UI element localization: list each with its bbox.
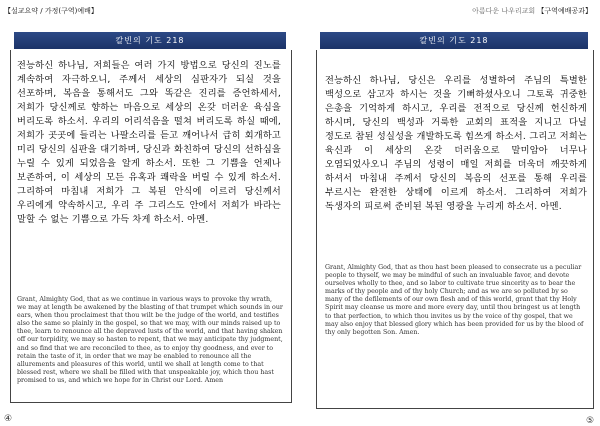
left-page-number: ④	[4, 414, 13, 424]
right-page	[300, 0, 600, 424]
right-english-prayer: Grant, Almighty God, that as thou hast been pleased to consecrate us a peculiar people to thyself, we may be mindful of such an invaluable favor, and devote ourselves wholly to thee, and so labor to cultivate true sincerity as to bear the marks of thy people and of thy holy Church; and as we are so polluted by so many of the defilements of our own flesh and of this world, grant that thy Holy Spirit may cleanse us more and more every day, until thou bringest us at length to that perfection, to which thou invites us by the voice of thy gospel, that we may also enjoy that blessed glory which has been provided for us by the blood of thy only begotten Son. Amen.	[325, 264, 584, 336]
left-header-text: 【설교요약 / 가정(구역)예배】	[4, 7, 98, 15]
right-korean-prayer: 전능하신 하나님, 당신은 우리를 성별하여 주님의 특별한 백성으로 삼고자 하시는 것을 기뻐하셨사오니 그토록 귀중한 은총을 기억하게 하시고, 우리를 전적으로 당신께 헌신하게 하시며, 당신의 백성과 거룩한 교회의 표적을 지니고 다닐 정도로 참된 성실성을 개발하도록 힘쓰게 하소서. 그리고 저희는 육신과 이 세상의 온갖 더러움으로 말미암아 너무나 오염되었사오니 주님의 성령이 매일 저희를 더욱더 깨끗하게 하셔서 마침내 주께서 당신의 복음의 선포를 통해 우리를 부르시는 완전한 상태에 이르게 하소서. 그리하여 저희가 독생자의 피로써 준비된 복된 영광을 누리게 하소서. 아멘.	[325, 75, 587, 212]
left-title-bar: 칼빈의 기도 218	[14, 32, 286, 49]
left-english-prayer: Grant, Almighty God, that as we continue in various ways to provoke thy wrath, we may at length be awakened by the blasting of that trumpet which sounds in our ears, when thou proclaimest that thou wilt be the judge of the world, and testifies also the same so plainly in the gospel, so that we may, with our minds raised up to thee, learn to renounce all the depraved lusts of the world, and that having shaken off our torpidity, we may so hasten to repent, that we may anticipate thy judgment, and so find that we are reconciled to thee, as to enjoy thy goodness, and ever to retain the taste of it, in order that we may be enabled to renounce all the allurements and pleasures of this world, until we shall at length come to that blessed rest, where we shall be filled with that unspeakable joy, which thou hast promised to us, and which we hope for in Christ our Lord. Amen	[17, 296, 283, 384]
right-header	[472, 6, 592, 16]
right-header-text: 【구역예배공과】	[537, 7, 592, 15]
left-korean-prayer: 전능하신 하나님, 저희들은 여러 가지 방법으로 당신의 진노를 계속하여 자극하오니, 주께서 세상의 심판자가 되실 것을 선포하며, 복음을 통해서도 그와 똑같은 진리를 증언하세서, 저희가 당신께로 향하는 마음으로 세상의 온갖 더러운 육심을 버리도록 하소서. 우리의 어리석음을 떨쳐 버리도록 하실 때에, 저희가 곳곳에 들리는 나팔소리를 듣고 깨어나서 급히 회개하고 미리 당신의 심판을 대기하며, 당신과 화친하여 당신의 선하심을 누릴 수 있게 되었음을 알게 하소서. 또한 그 기쁨을 언제나 보존하여, 이 세상의 모든 유혹과 쾌락을 버릴 수 있게 하소서. 그리하여 마침내 저희가 그 복된 안식에 이르러 당신께서 우리에게 약속하시고, 우리 주 그리스도 안에서 저희가 바라는 말할 수 없는 기쁨으로 가득 차게 하소서. 아멘.	[17, 60, 281, 225]
left-page	[0, 0, 300, 424]
right-title-bar: 칼빈의 기도 218	[320, 32, 588, 49]
right-header-church: 아름다운 나우리교회	[472, 7, 536, 15]
left-header	[4, 6, 98, 16]
right-page-number: ⑤	[586, 416, 595, 426]
